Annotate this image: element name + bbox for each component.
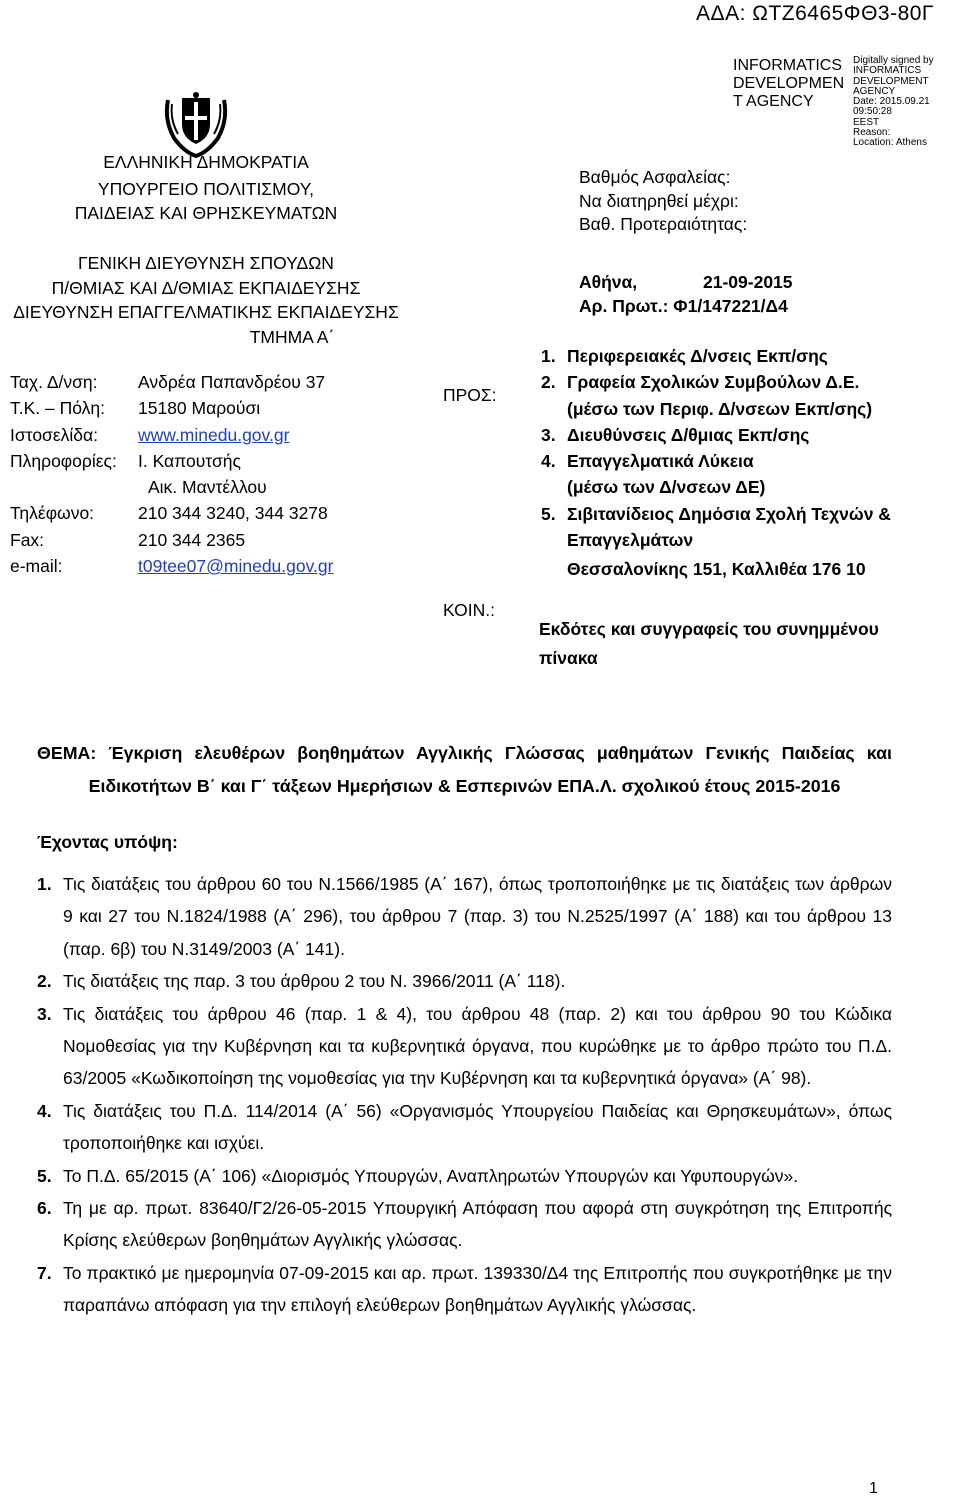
- to-label: ΠΡΟΣ:: [443, 385, 497, 405]
- contact-row-info-2: [10, 474, 333, 500]
- email-link[interactable]: t09tee07@minedu.gov.gr: [138, 556, 334, 577]
- contact-info: [10, 369, 333, 579]
- contact-row-fax: [10, 527, 333, 553]
- contact-row-address: [10, 369, 333, 395]
- priority-level: Βαθ. Προτεραιότητας:: [579, 214, 748, 234]
- reference-item: 4. Τις διατάξεις του Π.Δ. 114/2014 (Α΄ 56) «Οργανισμός Υπουργείου Παιδείας και Θρησκευμάτων», όπως τροποποιήθηκε και ισχύει.: [37, 1100, 892, 1154]
- recipient-item: 5. Σιβιτανίδειος Δημόσια Σχολή Τεχνών & Επαγγελμάτων Θεσσαλονίκης 151, Καλλιθέα 176 10: [541, 503, 891, 580]
- info-value-1: Ι. Καπουτσής: [138, 450, 241, 471]
- subject-line-2: Ειδικοτήτων Β΄ και Γ΄ τάξεων Ημερήσιων & Εσπερινών ΕΠΑ.Λ. σχολικού έτους 2015-2016: [88, 775, 841, 796]
- ada-identifier: ΑΔΑ: ΩΤΖ6465ΦΘ3-80Γ: [696, 2, 934, 25]
- recipient-item: 1. Περιφερειακές Δ/νσεις Εκπ/σης: [541, 346, 828, 366]
- address-label: Ταχ. Δ/νση:: [10, 372, 98, 392]
- info-value-2: Αικ. Μαντέλλου: [148, 477, 267, 498]
- directorate-line-1: ΓΕΝΙΚΗ ΔΙΕΥΘΥΝΣΗ ΣΠΟΥΔΩΝ: [78, 253, 334, 273]
- contact-row-email: [10, 553, 333, 579]
- fax-value: 210 344 2365: [138, 529, 246, 550]
- signature-detail-line: DEVELOPMENT AGENCY: [853, 75, 929, 97]
- page-number: 1: [869, 1480, 878, 1497]
- fax-label: Fax:: [10, 529, 45, 550]
- contact-row-info: [10, 448, 333, 474]
- subject: [37, 737, 892, 802]
- reference-item: 1. Τις διατάξεις του άρθρου 60 του Ν.1566/1985 (Α΄ 167), όπως τροποποιήθηκε με τις διατάξεις των άρθρων 9 και 27 του Ν.1824/1988 (Α΄ 296), του άρθρου 7 (παρ. 3) του Ν.2525/1997 (Α΄ 188) και του άρθρου 13 (παρ. 6β) του Ν.3149/2003 (Α΄ 141).: [37, 874, 892, 959]
- cc-label: ΚΟΙΝ.:: [443, 600, 495, 620]
- reference-item: 7. Το πρακτικό με ημερομηνία 07-09-2015 και αρ. πρωτ. 139330/Δ4 της Επιτροπής που συγκροτήθηκε με την παραπάνω απόφαση για την επιλογή ελεύθερων βοηθημάτων Αγγλικής γλώσσας.: [37, 1262, 892, 1316]
- ministry-line-2: ΠΑΙΔΕΙΑΣ ΚΑΙ ΘΡΗΣΚΕΥΜΑΤΩΝ: [74, 203, 338, 223]
- info-label: Πληροφορίες:: [10, 450, 117, 471]
- website-link[interactable]: www.minedu.gov.gr: [138, 424, 290, 445]
- greek-coat-of-arms-icon: [160, 90, 232, 160]
- phone-label: Τηλέφωνο:: [10, 503, 95, 524]
- security-level: Βαθμός Ασφαλείας:: [579, 167, 731, 187]
- document-meta: [579, 166, 747, 237]
- email-label: e-mail:: [10, 556, 63, 577]
- address-value: Ανδρέα Παπανδρέου 37: [138, 372, 326, 392]
- document-date: 21-09-2015: [703, 272, 793, 292]
- contact-row-website: [10, 422, 333, 448]
- signature-name: INFORMATICS DEVELOPMEN T AGENCY: [733, 57, 845, 110]
- city-label: Τ.Κ. – Πόλη:: [10, 398, 106, 419]
- reference-item: 3. Τις διατάξεις του άρθρου 46 (παρ. 1 & 4), του άρθρου 48 (παρ. 2) και του άρθρου 90 του Κώδικα Νομοθεσίας για την Κυβέρνηση και τα κυβερνητικά όργανα, που κυρώθηκε με το άρθρο πρώτο του Π.Δ. 63/2005 «Κωδικοποίηση της νομοθεσίας για την Κυβέρνηση και τα κυβερνητικά όργανα» (Α΄ 98).: [37, 1003, 892, 1089]
- recipients-list: [541, 343, 951, 583]
- directorate-line-2: Π/ΘΜΙΑΣ ΚΑΙ Δ/ΘΜΙΑΣ ΕΚΠΑΙΔΕΥΣΗΣ: [51, 278, 361, 298]
- references-list: [37, 868, 892, 1322]
- signature-detail-line: Digitally signed by: [853, 55, 934, 66]
- reference-item: 2. Τις διατάξεις της παρ. 3 του άρθρου 2 του Ν. 3966/2011 (Α΄ 118).: [37, 971, 566, 992]
- recipient-item: 2. Γραφεία Σχολικών Συμβούλων Δ.Ε. (μέσω των Περιφ. Δ/νσεων Εκπ/σης): [541, 372, 873, 419]
- signature-detail-line: Date: 2015.09.21 09:50:28: [853, 96, 930, 118]
- signature-details: [853, 56, 960, 149]
- signature-detail-line: Reason:: [853, 127, 891, 139]
- considering-heading: Έχοντας υπόψη:: [37, 832, 178, 852]
- phone-value: 210 344 3240, 344 3278: [138, 503, 328, 524]
- directorate-line-3: ΔΙΕΥΘΥΝΣΗ ΕΠΑΓΓΕΛΜΑΤΙΚΗΣ ΕΚΠΑΙΔΕΥΣΗΣ: [13, 302, 399, 322]
- reference-item: 5. Το Π.Δ. 65/2015 (Α΄ 106) «Διορισμός Υπουργών, Αναπληρωτών Υπουργών και Υφυπουργών».: [37, 1165, 799, 1186]
- ministry-line-1: ΥΠΟΥΡΓΕΙΟ ΠΟΛΙΤΙΣΜΟΥ,: [97, 179, 315, 199]
- cc-text-line-2: πίνακα: [539, 648, 598, 668]
- keep-until: Να διατηρηθεί μέχρι:: [579, 190, 739, 211]
- department: ΤΜΗΜΑ Α΄: [249, 327, 335, 347]
- recipient-item: 3. Διευθύνσεις Δ/θμιας Εκπ/σης: [541, 424, 810, 445]
- protocol-number: Αρ. Πρωτ.: Φ1/147221/Δ4: [579, 296, 788, 316]
- subject-line-1: ΘΕΜΑ: Έγκριση ελευθέρων βοηθημάτων Αγγλικής Γλώσσας μαθημάτων Γενικής Παιδείας και: [37, 743, 892, 763]
- recipient-item: 4. Επαγγελματικά Λύκεια (μέσω των Δ/νσεων ΔΕ): [541, 451, 766, 498]
- republic-title: ΕΛΛΗΝΙΚΗ ΔΗΜΟΚΡΑΤΙΑ: [103, 152, 309, 172]
- city-name: Αθήνα,: [579, 272, 638, 292]
- signature-detail-line: INFORMATICS: [853, 65, 922, 77]
- contact-row-city: [10, 395, 333, 421]
- signature-detail-line: EEST: [853, 116, 880, 128]
- contact-row-phone: [10, 500, 333, 526]
- cc-recipients: [539, 615, 949, 673]
- reference-item: 6. Τη με αρ. πρωτ. 83640/Γ2/26-05-2015 Υπουργική Απόφαση που αφορά στη συγκρότηση της Επιτροπής Κρίσης ελεύθερων βοηθημάτων Αγγλικής γλώσσας.: [37, 1198, 892, 1251]
- city-value: 15180 Μαρούσι: [138, 398, 261, 419]
- signature-detail-line: Location: Athens: [853, 137, 927, 149]
- cc-text-line-1: Εκδότες και συγγραφείς του συνημμένου: [539, 619, 879, 639]
- website-label: Ιστοσελίδα:: [10, 424, 99, 445]
- date-protocol: [579, 270, 793, 318]
